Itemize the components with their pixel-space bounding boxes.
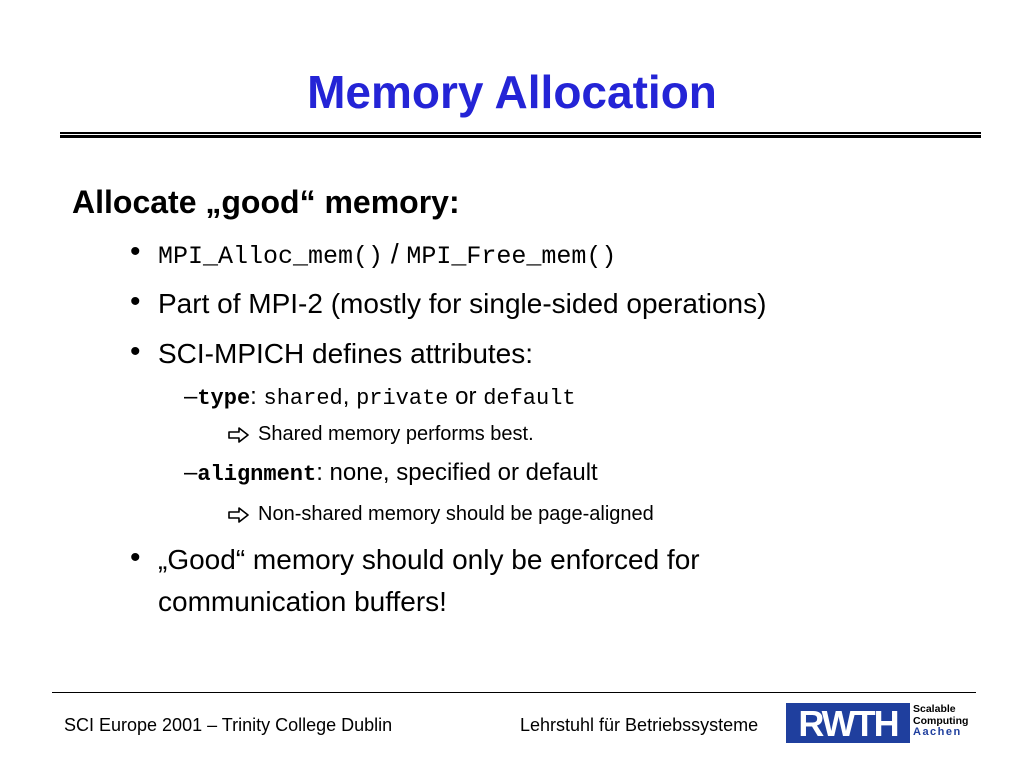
alignment-values-text: : none, specified or default: [316, 459, 598, 486]
hollow-right-arrow-icon: [228, 507, 250, 523]
note-text: Non-shared memory should be page-aligned: [258, 503, 654, 525]
code-free-mem: MPI_Free_mem(): [406, 242, 617, 271]
note-shared-memory: [228, 421, 534, 447]
logo-line-computing: Computing: [913, 714, 969, 727]
dash-icon: –: [184, 383, 198, 410]
value-default: default: [483, 386, 576, 411]
footer-conference: SCI Europe 2001 – Trinity College Dublin: [64, 715, 393, 735]
logo-line-aachen: Aachen: [913, 726, 962, 738]
slide-title: Memory Allocation: [307, 66, 717, 118]
logo-mark: RWTH: [798, 703, 898, 743]
list-item-mpi-functions: [158, 234, 616, 277]
logo-line-scalable: Scalable: [913, 703, 956, 715]
value-private: private: [356, 386, 449, 411]
note-text: Shared memory performs best.: [258, 423, 534, 445]
logo-caption: [913, 704, 968, 739]
list-item-mpi2: Part of MPI-2 (mostly for single-sided operations): [158, 288, 767, 319]
note-page-aligned: [228, 501, 654, 527]
colon-text: :: [250, 383, 257, 410]
separator-text: /: [390, 238, 399, 269]
bullet-icon: •: [130, 235, 141, 268]
bullet-icon: •: [130, 335, 141, 368]
hollow-right-arrow-icon: [228, 427, 250, 443]
or-text: or: [455, 383, 477, 410]
footer-institute: Lehrstuhl für Betriebssysteme: [520, 715, 759, 735]
dash-icon: –: [184, 459, 198, 486]
attr-key-type: type: [197, 386, 251, 411]
bullet-icon: •: [130, 285, 141, 318]
list-item-good-memory-line2: communication buffers!: [158, 586, 447, 617]
section-heading: Allocate „good“ memory:: [72, 184, 460, 220]
list-item-good-memory-line1: „Good“ memory should only be enforced for: [158, 544, 700, 575]
bullet-icon: •: [130, 541, 141, 574]
footer-divider: [52, 692, 976, 693]
comma-text: ,: [342, 383, 350, 410]
list-item-attributes: SCI-MPICH defines attributes:: [158, 338, 534, 369]
sub-item-alignment: [184, 458, 598, 490]
title-divider: [60, 132, 981, 138]
sub-item-type: [184, 382, 576, 414]
attr-key-alignment: alignment: [197, 462, 317, 487]
code-alloc-mem: MPI_Alloc_mem(): [158, 242, 384, 271]
value-shared: shared: [263, 386, 343, 411]
